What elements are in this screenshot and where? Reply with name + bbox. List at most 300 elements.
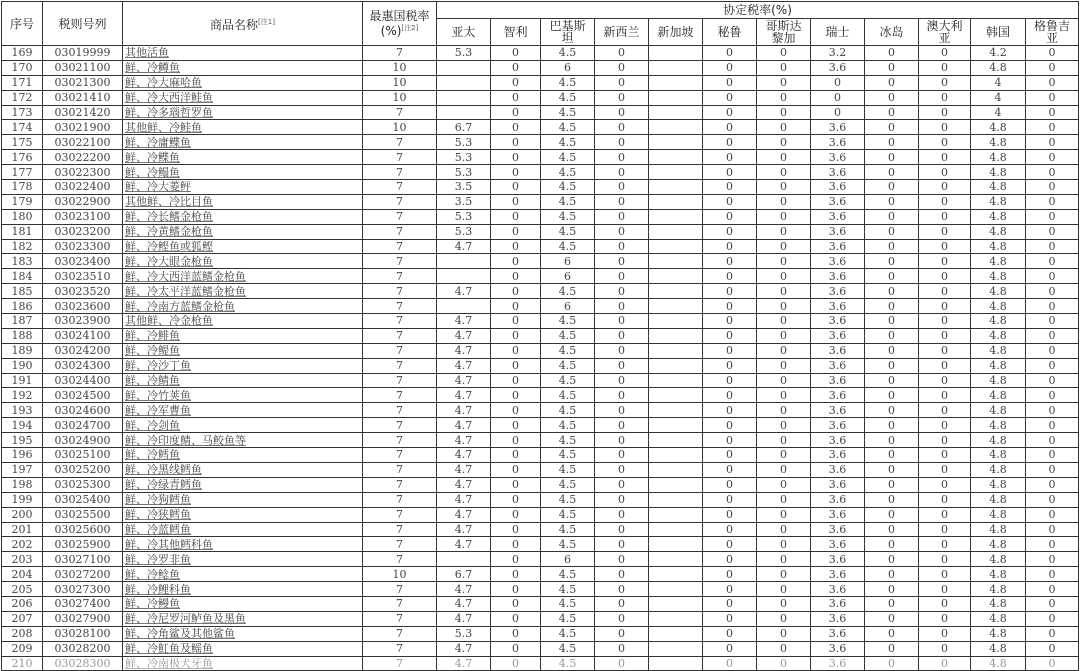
header-name [123, 2, 363, 46]
cell-seq: 179 [2, 194, 43, 209]
table-row [2, 567, 1079, 582]
cell-mfn: 7 [363, 165, 437, 180]
cell-rate-4 [649, 388, 703, 403]
cell-rate-2: 4.5 [541, 388, 595, 403]
cell-rate-6: 0 [757, 254, 811, 269]
cell-rate-10: 4.8 [971, 448, 1026, 463]
header-mfn-line2: (%) [380, 24, 402, 38]
cell-rate-9: 0 [919, 150, 971, 165]
cell-name: 鲜、冷鲱鱼 [123, 328, 363, 343]
cell-code: 03024400 [43, 373, 123, 388]
cell-rate-1: 0 [491, 328, 541, 343]
cell-rate-1: 0 [491, 388, 541, 403]
cell-rate-4 [649, 567, 703, 582]
header-country: 新加坡 [649, 19, 703, 46]
table-row [2, 358, 1079, 373]
cell-rate-4 [649, 358, 703, 373]
cell-code: 03027400 [43, 596, 123, 611]
cell-mfn: 7 [363, 46, 437, 61]
cell-rate-5: 0 [703, 537, 757, 552]
header-agreement-group: 协定税率(%) [437, 2, 1079, 19]
cell-rate-2: 4.5 [541, 418, 595, 433]
cell-code: 03022900 [43, 194, 123, 209]
cell-rate-3: 0 [595, 328, 649, 343]
cell-rate-5: 0 [703, 343, 757, 358]
cell-seq: 196 [2, 448, 43, 463]
cell-name: 鲜、冷角鲨及其他鲨鱼 [123, 626, 363, 641]
cell-rate-10: 4.8 [971, 180, 1026, 195]
cell-rate-7: 3.6 [811, 552, 865, 567]
cell-rate-5: 0 [703, 552, 757, 567]
cell-rate-0: 4.7 [437, 239, 491, 254]
cell-rate-0: 4.7 [437, 284, 491, 299]
cell-code: 03021100 [43, 60, 123, 75]
cell-rate-6: 0 [757, 314, 811, 329]
cell-rate-9: 0 [919, 537, 971, 552]
cell-name: 鲜、冷多瑙哲罗鱼 [123, 105, 363, 120]
cell-rate-10: 4.8 [971, 522, 1026, 537]
cell-rate-2: 4.5 [541, 522, 595, 537]
cell-name: 鲜、冷长鳍金枪鱼 [123, 209, 363, 224]
cell-rate-9: 0 [919, 180, 971, 195]
cell-rate-2: 4.5 [541, 596, 595, 611]
cell-rate-10: 4.8 [971, 552, 1026, 567]
table-row [2, 448, 1079, 463]
cell-rate-3: 0 [595, 299, 649, 314]
cell-rate-1: 0 [491, 269, 541, 284]
cell-rate-0: 4.7 [437, 448, 491, 463]
cell-rate-2: 4.5 [541, 448, 595, 463]
cell-mfn: 10 [363, 567, 437, 582]
cell-rate-4 [649, 46, 703, 61]
cell-rate-1: 0 [491, 75, 541, 90]
cell-rate-3: 0 [595, 418, 649, 433]
cell-name: 鲜、冷太平洋蓝鳍金枪鱼 [123, 284, 363, 299]
cell-rate-11: 0 [1026, 314, 1079, 329]
cell-rate-11: 0 [1026, 75, 1079, 90]
cell-rate-8: 0 [865, 239, 919, 254]
table-row [2, 611, 1079, 626]
cell-code: 03025400 [43, 492, 123, 507]
cell-rate-1: 0 [491, 418, 541, 433]
cell-rate-9: 0 [919, 507, 971, 522]
cell-rate-0: 5.3 [437, 224, 491, 239]
cell-rate-3: 0 [595, 269, 649, 284]
cell-rate-1: 0 [491, 477, 541, 492]
cell-rate-4 [649, 433, 703, 448]
cell-rate-4 [649, 150, 703, 165]
cell-rate-3: 0 [595, 403, 649, 418]
cell-rate-6: 0 [757, 299, 811, 314]
cell-rate-10: 4.8 [971, 60, 1026, 75]
table-row [2, 492, 1079, 507]
cell-rate-8: 0 [865, 358, 919, 373]
cell-rate-10: 4.8 [971, 165, 1026, 180]
header-name-label: 商品名称 [210, 18, 259, 32]
header-country: 智利 [491, 19, 541, 46]
cell-rate-2: 4.5 [541, 209, 595, 224]
cell-rate-5: 0 [703, 165, 757, 180]
cell-rate-7: 3.6 [811, 656, 865, 671]
cell-rate-6: 0 [757, 224, 811, 239]
cell-rate-10: 4.8 [971, 328, 1026, 343]
cell-rate-9: 0 [919, 328, 971, 343]
table-row [2, 507, 1079, 522]
cell-rate-10: 4.8 [971, 626, 1026, 641]
cell-rate-5: 0 [703, 596, 757, 611]
cell-seq: 187 [2, 314, 43, 329]
cell-rate-5: 0 [703, 656, 757, 671]
cell-name: 鲜、冷庸鲽鱼 [123, 135, 363, 150]
cell-code: 03028300 [43, 656, 123, 671]
cell-mfn: 7 [363, 299, 437, 314]
cell-rate-10: 4.8 [971, 596, 1026, 611]
cell-rate-10: 4.8 [971, 403, 1026, 418]
cell-rate-11: 0 [1026, 90, 1079, 105]
cell-rate-2: 6 [541, 60, 595, 75]
cell-rate-2: 4.5 [541, 373, 595, 388]
cell-rate-0: 4.7 [437, 418, 491, 433]
table-row [2, 299, 1079, 314]
cell-rate-6: 0 [757, 537, 811, 552]
cell-rate-8: 0 [865, 105, 919, 120]
cell-rate-7: 3.6 [811, 537, 865, 552]
cell-rate-9: 0 [919, 343, 971, 358]
cell-rate-9: 0 [919, 656, 971, 671]
cell-rate-1: 0 [491, 373, 541, 388]
table-row [2, 150, 1079, 165]
cell-rate-8: 0 [865, 299, 919, 314]
cell-rate-7: 3.6 [811, 507, 865, 522]
table-row [2, 239, 1079, 254]
cell-code: 03025900 [43, 537, 123, 552]
cell-rate-5: 0 [703, 46, 757, 61]
cell-rate-1: 0 [491, 314, 541, 329]
cell-rate-0: 5.3 [437, 46, 491, 61]
cell-rate-3: 0 [595, 358, 649, 373]
cell-name: 鲜、冷剑鱼 [123, 418, 363, 433]
cell-code: 03022300 [43, 165, 123, 180]
cell-rate-9: 0 [919, 165, 971, 180]
cell-rate-10: 4.8 [971, 567, 1026, 582]
cell-rate-11: 0 [1026, 626, 1079, 641]
cell-rate-11: 0 [1026, 299, 1079, 314]
cell-rate-5: 0 [703, 209, 757, 224]
cell-code: 03023200 [43, 224, 123, 239]
cell-rate-7: 3.6 [811, 582, 865, 597]
cell-name: 鲜、冷鳀鱼 [123, 343, 363, 358]
cell-rate-4 [649, 180, 703, 195]
cell-name: 鲜、冷其他鳕科鱼 [123, 537, 363, 552]
cell-rate-4 [649, 418, 703, 433]
cell-rate-11: 0 [1026, 328, 1079, 343]
cell-rate-3: 0 [595, 522, 649, 537]
cell-seq: 202 [2, 537, 43, 552]
cell-rate-2: 4.5 [541, 477, 595, 492]
cell-seq: 193 [2, 403, 43, 418]
cell-rate-1: 0 [491, 656, 541, 671]
cell-seq: 171 [2, 75, 43, 90]
cell-rate-5: 0 [703, 224, 757, 239]
cell-rate-9: 0 [919, 269, 971, 284]
table-row [2, 522, 1079, 537]
header-country: 格鲁吉亚 [1026, 19, 1079, 46]
cell-rate-7: 3.6 [811, 492, 865, 507]
cell-rate-4 [649, 448, 703, 463]
cell-rate-10: 4.8 [971, 537, 1026, 552]
cell-name: 鲜、冷南方蓝鳍金枪鱼 [123, 299, 363, 314]
cell-rate-1: 0 [491, 433, 541, 448]
header-country: 哥斯达黎加 [757, 19, 811, 46]
cell-rate-7: 3.6 [811, 433, 865, 448]
cell-rate-0 [437, 552, 491, 567]
cell-mfn: 7 [363, 626, 437, 641]
cell-seq: 199 [2, 492, 43, 507]
cell-rate-2: 4.5 [541, 641, 595, 656]
cell-rate-4 [649, 462, 703, 477]
cell-rate-4 [649, 328, 703, 343]
table-row [2, 284, 1079, 299]
cell-rate-11: 0 [1026, 343, 1079, 358]
cell-rate-2: 4.5 [541, 403, 595, 418]
cell-rate-11: 0 [1026, 60, 1079, 75]
cell-rate-0: 5.3 [437, 135, 491, 150]
cell-rate-1: 0 [491, 60, 541, 75]
cell-seq: 192 [2, 388, 43, 403]
cell-name: 鲜、冷鲣鱼或狐鲣 [123, 239, 363, 254]
cell-rate-11: 0 [1026, 641, 1079, 656]
cell-rate-1: 0 [491, 448, 541, 463]
table-row [2, 477, 1079, 492]
cell-rate-1: 0 [491, 507, 541, 522]
cell-rate-11: 0 [1026, 46, 1079, 61]
cell-rate-5: 0 [703, 611, 757, 626]
table-row [2, 626, 1079, 641]
cell-rate-5: 0 [703, 75, 757, 90]
cell-rate-0: 4.7 [437, 403, 491, 418]
cell-rate-10: 4.8 [971, 656, 1026, 671]
cell-rate-8: 0 [865, 492, 919, 507]
cell-rate-9: 0 [919, 254, 971, 269]
cell-mfn: 7 [363, 105, 437, 120]
cell-rate-5: 0 [703, 358, 757, 373]
cell-rate-8: 0 [865, 582, 919, 597]
table-row [2, 641, 1079, 656]
cell-rate-6: 0 [757, 209, 811, 224]
cell-rate-10: 4.8 [971, 120, 1026, 135]
cell-rate-5: 0 [703, 477, 757, 492]
cell-rate-5: 0 [703, 492, 757, 507]
cell-seq: 209 [2, 641, 43, 656]
cell-code: 03025300 [43, 477, 123, 492]
cell-rate-10: 4 [971, 90, 1026, 105]
header-code: 税则号列 [43, 2, 123, 46]
cell-rate-6: 0 [757, 388, 811, 403]
cell-rate-2: 4.5 [541, 433, 595, 448]
cell-rate-8: 0 [865, 418, 919, 433]
cell-mfn: 7 [363, 537, 437, 552]
cell-rate-6: 0 [757, 477, 811, 492]
cell-rate-4 [649, 611, 703, 626]
cell-rate-4 [649, 507, 703, 522]
cell-rate-7: 3.6 [811, 611, 865, 626]
cell-rate-2: 4.5 [541, 567, 595, 582]
cell-rate-1: 0 [491, 194, 541, 209]
cell-rate-11: 0 [1026, 209, 1079, 224]
cell-rate-1: 0 [491, 567, 541, 582]
cell-seq: 174 [2, 120, 43, 135]
cell-rate-3: 0 [595, 477, 649, 492]
cell-rate-3: 0 [595, 314, 649, 329]
cell-rate-3: 0 [595, 641, 649, 656]
cell-rate-8: 0 [865, 224, 919, 239]
cell-rate-3: 0 [595, 120, 649, 135]
cell-rate-6: 0 [757, 150, 811, 165]
header-country: 澳大利亚 [919, 19, 971, 46]
table-row [2, 403, 1079, 418]
table-row [2, 194, 1079, 209]
cell-rate-7: 3.6 [811, 477, 865, 492]
cell-rate-2: 4.5 [541, 165, 595, 180]
cell-rate-0 [437, 75, 491, 90]
cell-code: 03022400 [43, 180, 123, 195]
cell-rate-0: 4.7 [437, 314, 491, 329]
cell-rate-1: 0 [491, 462, 541, 477]
cell-rate-3: 0 [595, 254, 649, 269]
cell-rate-0 [437, 60, 491, 75]
cell-rate-11: 0 [1026, 462, 1079, 477]
cell-seq: 170 [2, 60, 43, 75]
cell-rate-11: 0 [1026, 403, 1079, 418]
cell-rate-9: 0 [919, 75, 971, 90]
cell-rate-11: 0 [1026, 120, 1079, 135]
cell-rate-7: 3.6 [811, 343, 865, 358]
cell-name: 鲜、冷鳗鱼 [123, 596, 363, 611]
cell-rate-1: 0 [491, 522, 541, 537]
cell-rate-3: 0 [595, 284, 649, 299]
cell-rate-1: 0 [491, 403, 541, 418]
cell-rate-3: 0 [595, 135, 649, 150]
cell-rate-4 [649, 314, 703, 329]
cell-rate-2: 4.5 [541, 120, 595, 135]
cell-mfn: 7 [363, 418, 437, 433]
cell-rate-11: 0 [1026, 552, 1079, 567]
cell-seq: 169 [2, 46, 43, 61]
cell-rate-7: 0 [811, 90, 865, 105]
cell-rate-5: 0 [703, 448, 757, 463]
cell-rate-8: 0 [865, 507, 919, 522]
cell-rate-5: 0 [703, 150, 757, 165]
cell-mfn: 7 [363, 552, 437, 567]
cell-code: 03023400 [43, 254, 123, 269]
cell-rate-5: 0 [703, 314, 757, 329]
cell-rate-4 [649, 537, 703, 552]
cell-rate-10: 4.8 [971, 477, 1026, 492]
cell-rate-8: 0 [865, 656, 919, 671]
cell-rate-1: 0 [491, 537, 541, 552]
cell-rate-11: 0 [1026, 358, 1079, 373]
cell-rate-1: 0 [491, 343, 541, 358]
cell-rate-10: 4 [971, 75, 1026, 90]
cell-rate-4 [649, 477, 703, 492]
cell-rate-1: 0 [491, 299, 541, 314]
cell-mfn: 7 [363, 507, 437, 522]
cell-rate-3: 0 [595, 567, 649, 582]
cell-rate-9: 0 [919, 224, 971, 239]
cell-rate-6: 0 [757, 105, 811, 120]
cell-rate-7: 3.6 [811, 388, 865, 403]
cell-name: 鲜、冷狗鳕鱼 [123, 492, 363, 507]
cell-rate-9: 0 [919, 60, 971, 75]
cell-code: 03025200 [43, 462, 123, 477]
cell-rate-8: 0 [865, 269, 919, 284]
cell-name: 鲜、冷尼罗河鲈鱼及黑鱼 [123, 611, 363, 626]
cell-rate-11: 0 [1026, 269, 1079, 284]
cell-code: 03022100 [43, 135, 123, 150]
cell-rate-9: 0 [919, 403, 971, 418]
cell-rate-9: 0 [919, 462, 971, 477]
cell-rate-1: 0 [491, 626, 541, 641]
cell-rate-2: 6 [541, 269, 595, 284]
cell-rate-6: 0 [757, 626, 811, 641]
cell-rate-2: 4.5 [541, 150, 595, 165]
cell-rate-6: 0 [757, 641, 811, 656]
cell-rate-4 [649, 105, 703, 120]
cell-rate-0: 4.7 [437, 656, 491, 671]
cell-rate-5: 0 [703, 507, 757, 522]
cell-rate-9: 0 [919, 314, 971, 329]
cell-rate-5: 0 [703, 60, 757, 75]
cell-rate-11: 0 [1026, 537, 1079, 552]
cell-rate-9: 0 [919, 596, 971, 611]
cell-rate-7: 3.6 [811, 135, 865, 150]
cell-mfn: 7 [363, 433, 437, 448]
cell-rate-0 [437, 299, 491, 314]
cell-rate-3: 0 [595, 209, 649, 224]
cell-rate-8: 0 [865, 194, 919, 209]
cell-rate-11: 0 [1026, 507, 1079, 522]
cell-seq: 185 [2, 284, 43, 299]
cell-rate-6: 0 [757, 60, 811, 75]
table-row [2, 537, 1079, 552]
cell-rate-6: 0 [757, 90, 811, 105]
cell-seq: 198 [2, 477, 43, 492]
cell-rate-6: 0 [757, 343, 811, 358]
cell-rate-6: 0 [757, 284, 811, 299]
cell-rate-11: 0 [1026, 150, 1079, 165]
cell-rate-11: 0 [1026, 433, 1079, 448]
cell-rate-0: 5.3 [437, 626, 491, 641]
cell-code: 03028200 [43, 641, 123, 656]
cell-rate-10: 4.8 [971, 358, 1026, 373]
cell-mfn: 7 [363, 641, 437, 656]
cell-rate-0: 4.7 [437, 537, 491, 552]
cell-rate-4 [649, 582, 703, 597]
cell-rate-5: 0 [703, 90, 757, 105]
cell-rate-3: 0 [595, 596, 649, 611]
cell-rate-6: 0 [757, 239, 811, 254]
table-row [2, 165, 1079, 180]
header-mfn-line1: 最惠国税率 [369, 9, 430, 23]
cell-rate-2: 4.5 [541, 492, 595, 507]
cell-mfn: 7 [363, 269, 437, 284]
cell-rate-8: 0 [865, 388, 919, 403]
cell-rate-4 [649, 209, 703, 224]
cell-name: 鲜、冷军曹鱼 [123, 403, 363, 418]
cell-rate-10: 4.8 [971, 269, 1026, 284]
cell-seq: 173 [2, 105, 43, 120]
cell-mfn: 10 [363, 60, 437, 75]
